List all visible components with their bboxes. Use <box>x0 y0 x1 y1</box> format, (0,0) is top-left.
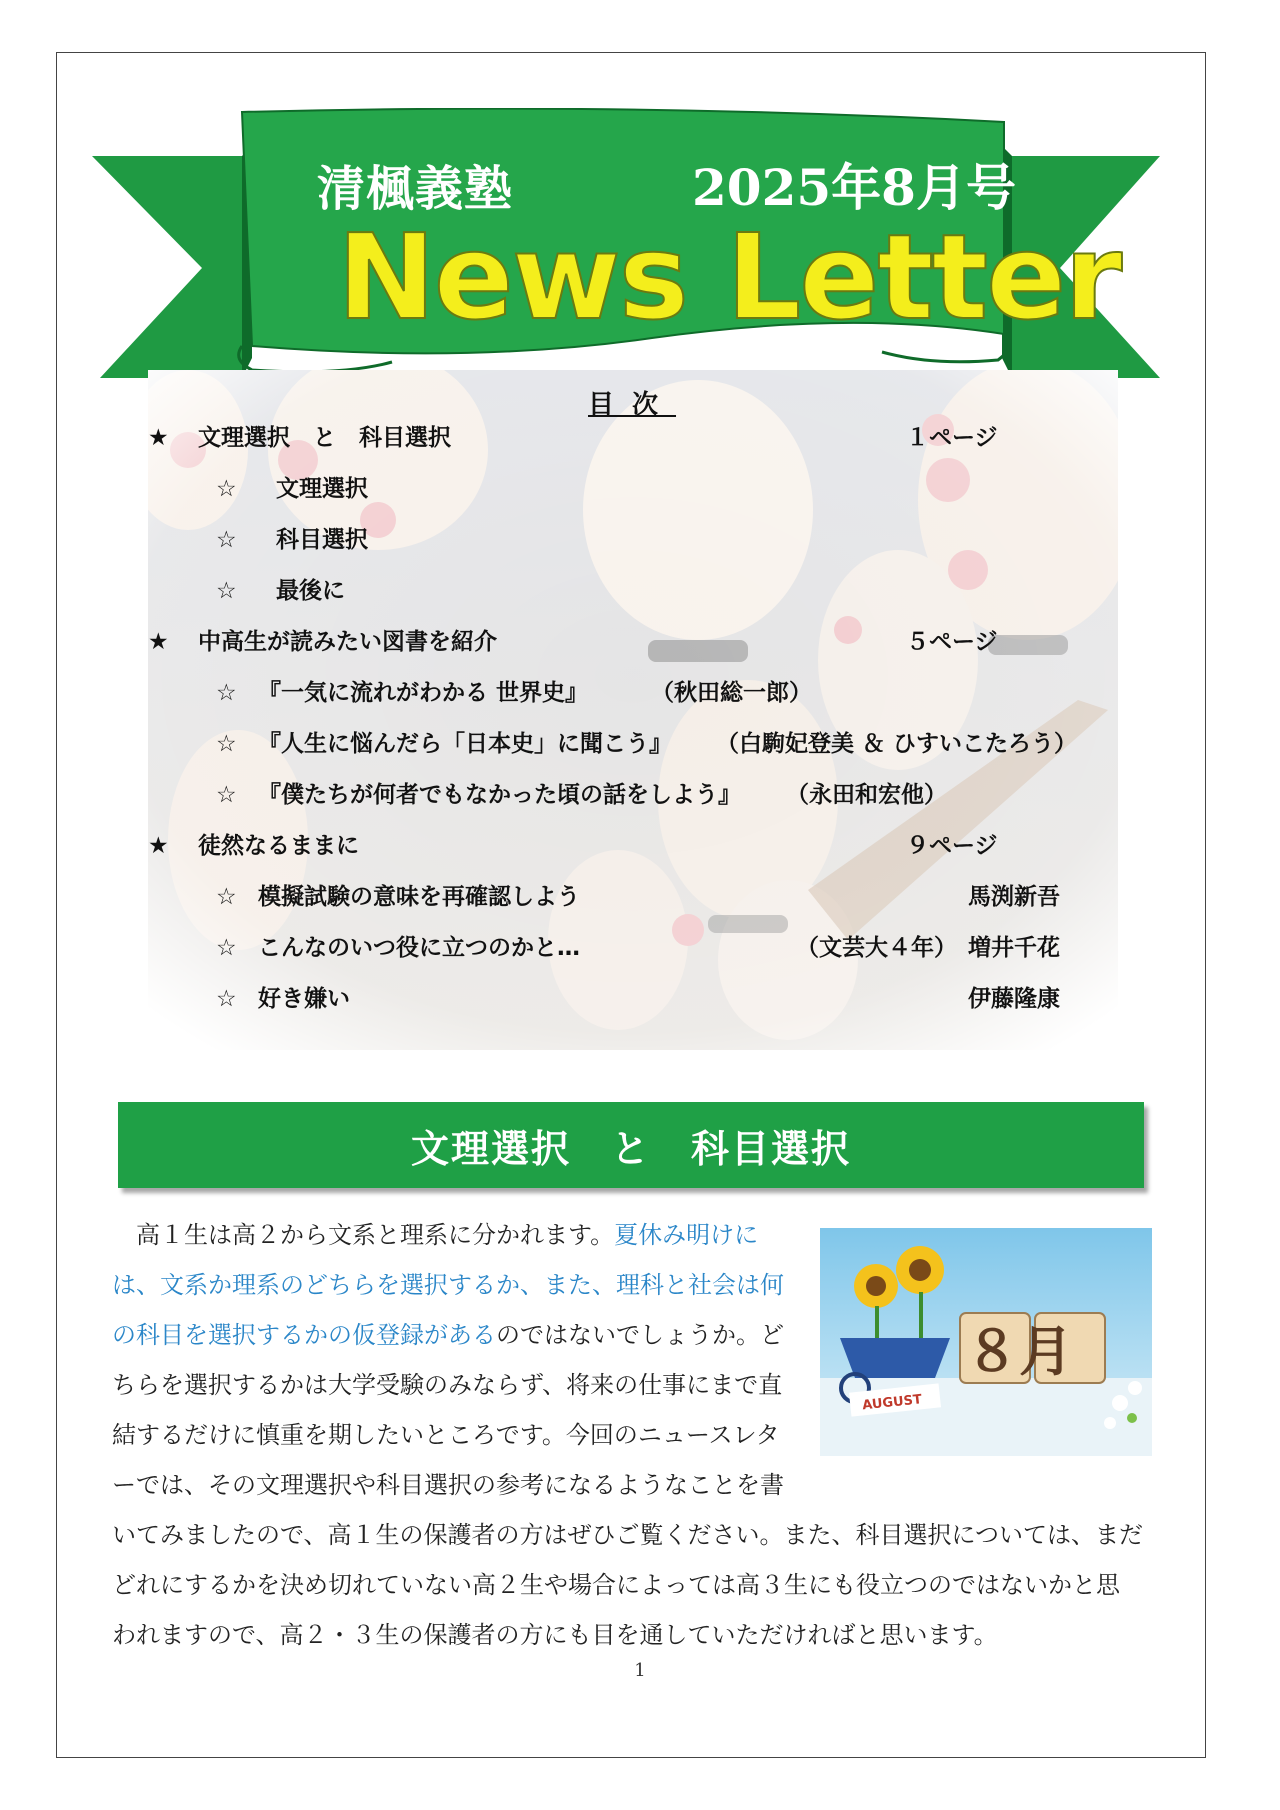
body-line: われますので、高２・３生の保護者の方にも目を通していただければと思います。 <box>112 1621 998 1649</box>
newsletter-title: News Letter <box>337 208 1121 346</box>
august-calendar-photo <box>820 1228 1152 1456</box>
toc-entry-author: （白駒妃登美 ＆ ひすいこたろう） <box>716 731 1078 757</box>
body-line: 高１生は高２から文系と理系に分かれます。夏休み明けに <box>112 1221 759 1249</box>
section-header-bar <box>118 1102 1144 1188</box>
toc-entry[interactable] <box>216 673 812 713</box>
toc-entry-page: ５ページ <box>906 629 998 655</box>
toc-entry[interactable] <box>216 877 1060 917</box>
toc-entry-author: 伊藤隆康 <box>968 986 1060 1012</box>
toc-entry-title: 科目選択 <box>276 527 368 553</box>
toc-entry-title: 『人生に悩んだら「日本史」に聞こう』 <box>258 731 672 757</box>
toc-entry-page: ９ページ <box>906 833 998 859</box>
body-line: 結するだけに慎重を期したいところです。今回のニュースレタ <box>112 1421 780 1449</box>
filled-star-icon: ★ <box>148 425 169 451</box>
toc-entry[interactable] <box>216 928 1060 968</box>
outline-star-icon: ☆ <box>216 680 237 706</box>
toc-entry[interactable] <box>216 724 1078 764</box>
newsletter-banner <box>92 108 1172 388</box>
table-of-contents <box>148 370 1118 1050</box>
toc-entry-title: 『一気に流れがわかる 世界史』 <box>258 680 589 706</box>
outline-star-icon: ☆ <box>216 935 237 961</box>
toc-entry-title: 文理選択 と 科目選択 <box>198 425 451 451</box>
toc-entry-title: こんなのいつ役に立つのかと… <box>258 935 580 961</box>
highlighted-text: の科目を選択するかの仮登録がある <box>112 1321 496 1349</box>
section-title: 文理選択 と 科目選択 <box>410 1126 851 1171</box>
body-line: ーでは、その文理選択や科目選択の参考になるようなことを書 <box>112 1471 784 1499</box>
toc-entry-author: （秋田総一郎） <box>651 680 812 706</box>
page-number: 1 <box>634 1660 646 1681</box>
outline-star-icon: ☆ <box>216 986 237 1012</box>
toc-entry-title: 好き嫌い <box>258 986 350 1012</box>
outline-star-icon: ☆ <box>216 527 237 553</box>
toc-entry-title: 最後に <box>276 578 345 604</box>
toc-heading: 目次 <box>588 390 677 420</box>
school-name: 清楓義塾 <box>317 161 514 217</box>
toc-entry-author: 増井千花 <box>968 935 1060 961</box>
toc-entry-affiliation: （文芸大４年） <box>796 935 957 961</box>
toc-entry[interactable] <box>216 979 1060 1019</box>
toc-entry-title: 徒然なるままに <box>198 833 359 859</box>
outline-star-icon: ☆ <box>216 884 237 910</box>
toc-entry[interactable] <box>148 826 998 866</box>
filled-star-icon: ★ <box>148 833 169 859</box>
outline-star-icon: ☆ <box>216 578 237 604</box>
toc-entry[interactable] <box>216 775 947 815</box>
body-line: ちらを選択するかは大学受験のみならず、将来の仕事にまで直 <box>112 1371 783 1399</box>
toc-entry-title: 『僕たちが何者でもなかった頃の話をしよう』 <box>258 782 741 808</box>
toc-entry[interactable] <box>148 418 998 458</box>
outline-star-icon: ☆ <box>216 476 237 502</box>
filled-star-icon: ★ <box>148 629 169 655</box>
toc-entry-page: １ページ <box>906 425 998 451</box>
calendar-month-text: AUGUST <box>861 1392 923 1414</box>
toc-entry[interactable] <box>216 469 368 509</box>
body-line: の科目を選択するかの仮登録があるのではないでしょうか。ど <box>112 1321 784 1349</box>
toc-entry[interactable] <box>148 622 998 662</box>
outline-star-icon: ☆ <box>216 782 237 808</box>
body-line: どれにするかを決め切れていない高２生や場合によっては高３生にも役立つのではないかと思 <box>112 1571 1120 1599</box>
toc-entry-title: 模擬試験の意味を再確認しよう <box>258 884 580 910</box>
toc-entry-title: 文理選択 <box>276 476 368 502</box>
calendar-block-label: ８月 <box>965 1320 1073 1383</box>
toc-entry[interactable] <box>216 571 345 611</box>
issue-date: 2025年8月号 <box>692 158 1016 217</box>
toc-entry[interactable] <box>216 520 368 560</box>
body-line: いてみましたので、高１生の保護者の方はぜひご覧ください。また、科目選択については、まだ <box>112 1521 1144 1549</box>
outline-star-icon: ☆ <box>216 731 237 757</box>
toc-entry-title: 中高生が読みたい図書を紹介 <box>198 629 497 655</box>
highlighted-text: は、文系か理系のどちらを選択するか、また、理科と社会は何 <box>112 1271 784 1299</box>
highlighted-text: 夏休み明けに <box>614 1221 759 1249</box>
toc-entry-author: 馬渕新吾 <box>968 884 1060 910</box>
toc-entry-author: （永田和宏他） <box>786 782 947 808</box>
